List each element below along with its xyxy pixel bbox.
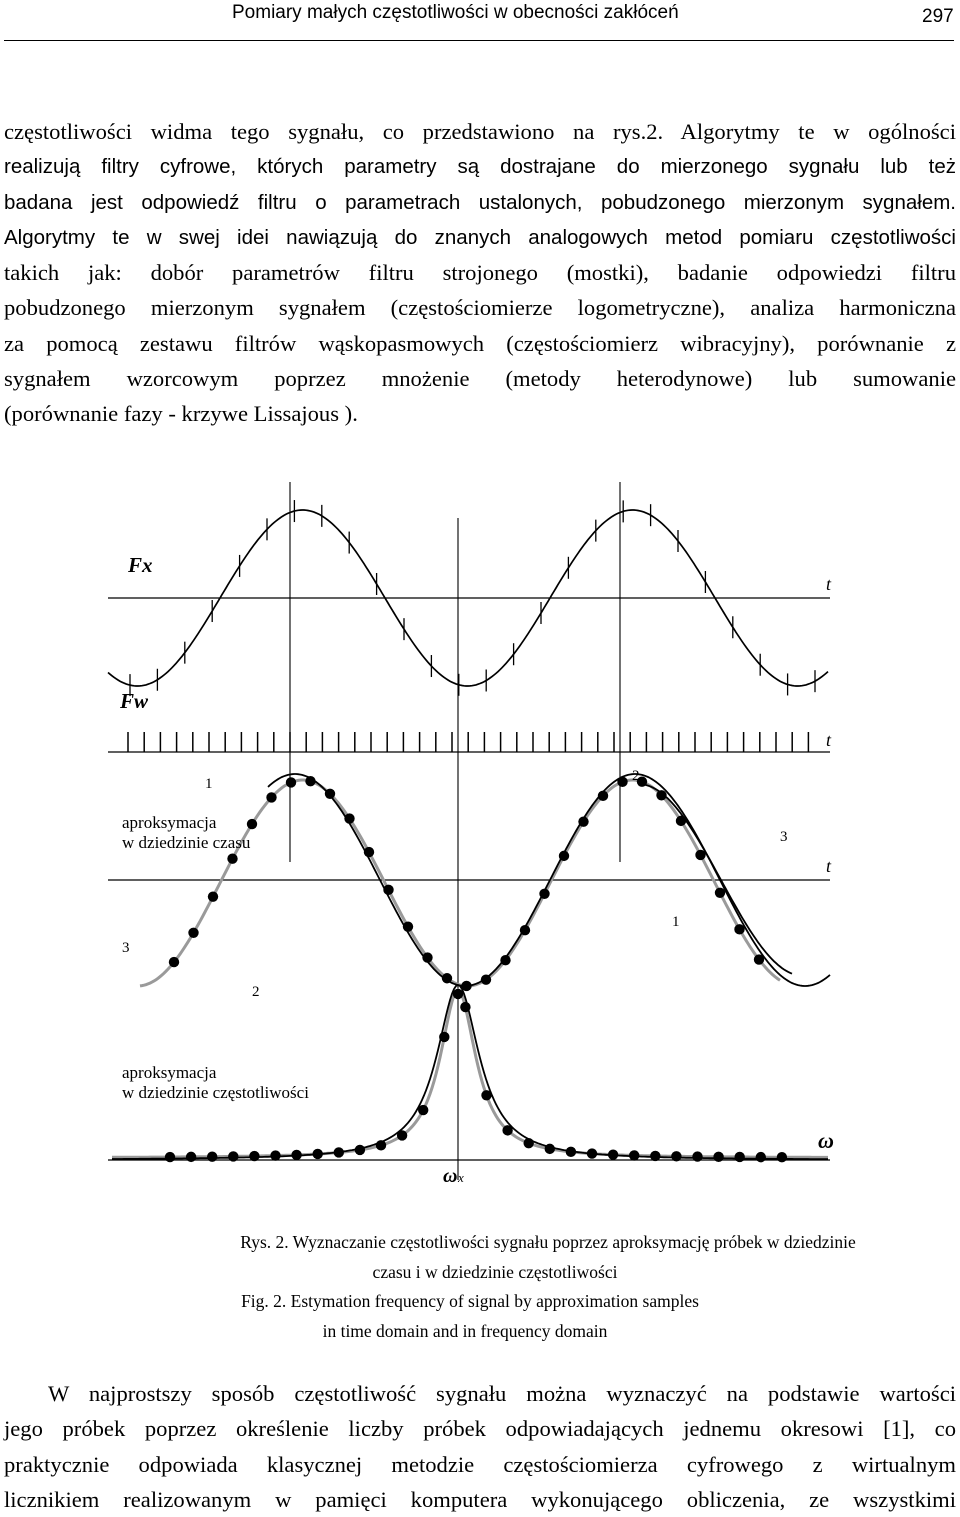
- figure-2: [0, 470, 960, 1230]
- freq-approx-sample-dot: [545, 1144, 555, 1154]
- paragraph-1-line: badana jest odpowiedź filtru o parametrach ustalonych, pobudzonego mierzonym sygnałem.: [4, 190, 956, 214]
- freq-approx-sample-dot: [629, 1150, 639, 1160]
- caption-line: Fig. 2. Estymation frequency of signal by approximation samples: [241, 1291, 699, 1311]
- freq-approx-peak-dot: [453, 989, 463, 999]
- paragraph-1-line: za pomocą zestawu filtrów wąskopasmowych (częstościomierz wibracyjny), porównanie z: [4, 330, 956, 356]
- running-title: Pomiary małych częstotliwości w obecności zakłóceń: [232, 2, 679, 23]
- time-approx-sample-dot: [754, 954, 764, 964]
- label-omega-x-sub: x: [458, 1170, 464, 1185]
- time-approx-black-fit-2: [640, 784, 792, 974]
- label-t-1: t: [826, 574, 832, 594]
- caption-line: czasu i w dziedzinie częstotliwości: [372, 1261, 618, 1282]
- label-fx: Fx: [128, 553, 153, 577]
- time-approx-sample-dot: [559, 851, 569, 861]
- freq-approx-sample-dot: [418, 1105, 428, 1115]
- paragraph-1-line: takich jak: dobór parametrów filtru strojonego (mostki), badanie odpowiedzi filtru: [4, 260, 956, 286]
- figure-caption: [0, 1228, 960, 1346]
- paragraph-2: [4, 1376, 956, 1517]
- time-approx-sample-dot: [364, 847, 374, 857]
- figure-2-drawing: [0, 470, 960, 1230]
- freq-approx-sample-dot: [270, 1150, 280, 1160]
- freq-approx-sample-dot: [587, 1148, 597, 1158]
- paragraph-1-line: sygnałem wzorcowym poprzez mnożenie (metody heterodynowe) lub sumowanie: [4, 366, 956, 392]
- freq-approx-sample-dot: [291, 1150, 301, 1160]
- time-approx-sample-dot: [286, 777, 296, 787]
- freq-approx-sample-dot: [650, 1151, 660, 1161]
- time-approx-sample-dot: [305, 776, 315, 786]
- label-n3-top: 3: [780, 829, 788, 845]
- freq-approx-sample-dot: [608, 1149, 618, 1159]
- time-approx-sample-dot: [247, 819, 257, 829]
- freq-approx-sample-dot: [334, 1147, 344, 1157]
- time-approx-sample-dot: [676, 816, 686, 826]
- time-approx-sample-dot: [715, 888, 725, 898]
- freq-approx-sample-dot: [439, 1032, 449, 1042]
- time-approx-sample-dot: [188, 928, 198, 938]
- freq-approx-sample-dot: [502, 1125, 512, 1135]
- time-approx-sample-dot: [734, 924, 744, 934]
- freq-approx-sample-dot: [481, 1090, 491, 1100]
- freq-approx-sample-dot: [376, 1140, 386, 1150]
- time-approx-sample-dot: [344, 813, 354, 823]
- caption-line: Rys. 2. Wyznaczanie częstotliwości sygnału poprzez aproksymację próbek w dziedzinie: [240, 1232, 856, 1252]
- label-t-3: t: [826, 856, 832, 876]
- time-approx-sample-dot: [383, 885, 393, 895]
- paragraph-1-line: częstotliwości widma tego sygnału, co przedstawiono na rys.2. Algorytmy te w ogólności: [4, 119, 956, 144]
- freq-approx-sample-dot: [355, 1145, 365, 1155]
- paragraph-2-line: praktycznie odpowiada klasycznej metodzie częstościomierza cyfrowego z wirtualnym: [4, 1451, 956, 1477]
- paragraph-2-line: licznikiem realizowanym w pamięci komputera wykonującego obliczenia, ze wszystkimi: [4, 1486, 956, 1512]
- time-approx-sample-dot: [403, 921, 413, 931]
- time-approx-sample-dot: [266, 792, 276, 802]
- time-approx-sample-dot: [481, 974, 491, 984]
- freq-approx-sample-dot: [524, 1138, 534, 1148]
- label-approx-time-1: aproksymacja: [122, 813, 217, 832]
- paragraph-1-line: Algorytmy te w swej idei nawiązują do znanych analogowych metod pomiaru częstotliwości: [4, 225, 956, 249]
- label-fw: Fw: [120, 689, 149, 713]
- paragraph-1-line: (porównanie fazy - krzywe Lissajous ).: [4, 401, 358, 427]
- time-approx-sample-dot: [695, 850, 705, 860]
- freq-approx-sample-dot: [671, 1151, 681, 1161]
- label-omega-x: ω: [443, 1165, 458, 1187]
- label-n2-bottom: 2: [252, 984, 260, 1000]
- time-approx-sample-dot: [500, 955, 510, 965]
- freq-approx-sample-dot: [735, 1152, 745, 1162]
- header-rule: [4, 40, 954, 41]
- label-n1-bottom: 1: [672, 914, 680, 930]
- paragraph-1-line: pobudzonego mierzonym sygnałem (częstościomierze logometryczne), analiza harmoniczna: [4, 295, 956, 321]
- time-approx-sample-dot: [325, 789, 335, 799]
- freq-approx-sample-dot: [460, 1002, 470, 1012]
- label-t-2: t: [826, 730, 832, 750]
- time-approx-sample-dot: [617, 777, 627, 787]
- time-approx-sample-dot: [208, 891, 218, 901]
- paragraph-1: [4, 114, 956, 432]
- label-omega: ω: [818, 1128, 834, 1153]
- time-approx-sample-dot: [656, 790, 666, 800]
- freq-approx-sample-dot: [313, 1149, 323, 1159]
- freq-approx-sample-dot: [756, 1152, 766, 1162]
- label-approx-freq-2: w dziedzinie częstotliwości: [122, 1083, 309, 1102]
- time-approx-sample-dot: [169, 957, 179, 967]
- time-approx-sample-dot: [227, 854, 237, 864]
- caption-line: in time domain and in frequency domain: [322, 1320, 608, 1341]
- freq-approx-sample-dot: [713, 1152, 723, 1162]
- time-approx-grey-sine: [140, 780, 780, 986]
- freq-approx-sample-dot: [397, 1130, 407, 1140]
- freq-approx-sample-dot: [249, 1151, 259, 1161]
- freq-approx-sample-dot: [566, 1147, 576, 1157]
- freq-approx-sample-dot: [777, 1152, 787, 1162]
- paragraph-1-line: realizują filtry cyfrowe, których parametry są dostrajane do mierzonego sygnału lub też: [4, 155, 956, 179]
- freq-approx-sample-dot: [228, 1151, 238, 1161]
- label-approx-freq-1: aproksymacja: [122, 1063, 217, 1082]
- time-approx-sample-dot: [442, 973, 452, 983]
- paragraph-2-line: jego próbek poprzez określenie liczby próbek odpowiadających jednemu okresowi [1], co: [4, 1416, 956, 1442]
- time-approx-sample-dot: [598, 791, 608, 801]
- time-approx-sample-dot: [520, 925, 530, 935]
- label-n1-top: 1: [205, 776, 213, 792]
- time-approx-sample-dot: [578, 816, 588, 826]
- label-n2-top: 2: [632, 768, 640, 784]
- paragraph-2-line: W najprostszy sposób częstotliwość sygnału można wyznaczyć na podstawie wartości: [48, 1381, 956, 1406]
- label-n3-bottom: 3: [122, 940, 130, 956]
- freq-approx-black-curve: [112, 985, 828, 1159]
- freq-approx-sample-dot: [207, 1151, 217, 1161]
- page-header: [0, 0, 960, 44]
- time-approx-sample-dot: [539, 889, 549, 899]
- label-approx-time-2: w dziedzinie czasu: [122, 833, 251, 852]
- page-number: 297: [922, 6, 954, 27]
- time-approx-sample-dot: [422, 952, 432, 962]
- freq-approx-sample-dot: [692, 1151, 702, 1161]
- freq-approx-sample-dot: [165, 1152, 175, 1162]
- freq-approx-sample-dot: [186, 1152, 196, 1162]
